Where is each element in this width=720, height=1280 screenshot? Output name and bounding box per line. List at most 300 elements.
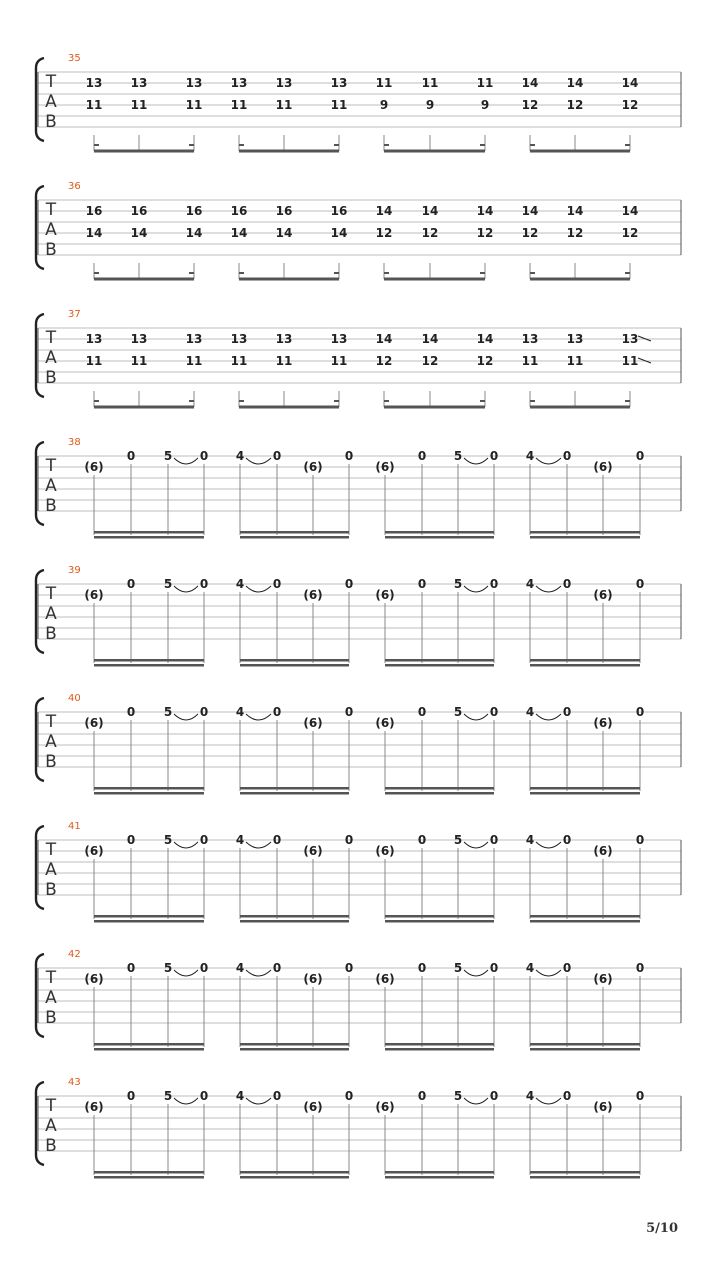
fret-number: 16 <box>130 204 148 218</box>
fret-number: 0 <box>344 833 354 847</box>
fret-number: (6) <box>593 972 613 986</box>
tab-clef-letter: B <box>45 496 57 516</box>
page-number: 5/10 <box>646 1221 678 1236</box>
dot-mark <box>530 272 535 274</box>
dot-mark <box>189 272 194 274</box>
fret-number: 14 <box>621 204 639 218</box>
dot-mark <box>530 400 535 402</box>
fret-number: 13 <box>566 332 584 346</box>
beam <box>530 536 640 539</box>
fret-number: 4 <box>525 961 535 975</box>
fret-number: 0 <box>635 961 645 975</box>
fret-number: 0 <box>562 833 572 847</box>
fret-number: 14 <box>275 226 293 240</box>
fret-number: 5 <box>453 833 463 847</box>
beam <box>385 659 494 662</box>
fret-number: 0 <box>635 833 645 847</box>
tab-system <box>36 437 681 539</box>
beam <box>239 150 339 153</box>
fret-number: 14 <box>476 204 494 218</box>
fret-number: 12 <box>476 354 494 368</box>
fret-number: 0 <box>562 961 572 975</box>
tab-clef-letter: T <box>45 840 57 860</box>
slur-arc <box>246 1098 271 1104</box>
fret-number: (6) <box>375 716 395 730</box>
beam <box>530 1176 640 1179</box>
fret-number: 11 <box>476 76 494 90</box>
fret-number: 12 <box>621 98 639 112</box>
slur-arc <box>174 586 198 592</box>
fret-number: 14 <box>230 226 248 240</box>
fret-number: 16 <box>185 204 203 218</box>
beam <box>94 1048 204 1051</box>
system-bracket <box>36 1082 44 1165</box>
fret-number: 12 <box>421 354 439 368</box>
dot-mark <box>94 400 99 402</box>
fret-number: (6) <box>303 588 323 602</box>
fret-number: (6) <box>84 716 104 730</box>
beam <box>94 920 204 923</box>
bar-number: 40 <box>68 693 81 704</box>
fret-number: 14 <box>621 76 639 90</box>
fret-number: 0 <box>417 833 427 847</box>
fret-number: (6) <box>303 844 323 858</box>
dot-mark <box>384 272 389 274</box>
bar-number: 38 <box>68 437 81 448</box>
tab-clef-letter: A <box>45 348 57 368</box>
slur-arc <box>464 970 488 976</box>
fret-number: (6) <box>375 844 395 858</box>
fret-number: 12 <box>521 98 539 112</box>
fret-number: (6) <box>84 972 104 986</box>
fret-number: 0 <box>126 449 136 463</box>
fret-number: 5 <box>453 577 463 591</box>
beam <box>94 787 204 790</box>
fret-number: 0 <box>417 577 427 591</box>
beam <box>240 1171 349 1174</box>
bar-number: 37 <box>68 309 81 320</box>
dot-mark <box>334 144 339 146</box>
slur-arc <box>464 842 488 848</box>
tab-clef-letter: B <box>45 624 57 644</box>
fret-number: 14 <box>421 332 439 346</box>
fret-number: 0 <box>417 449 427 463</box>
beam <box>240 787 349 790</box>
fret-number: 16 <box>85 204 103 218</box>
fret-number: 0 <box>199 705 209 719</box>
dot-mark <box>94 144 99 146</box>
fret-number: (6) <box>303 972 323 986</box>
beam <box>385 787 494 790</box>
fret-number: 4 <box>235 1089 245 1103</box>
bar-number: 42 <box>68 949 81 960</box>
tab-clef-letter: B <box>45 1136 57 1156</box>
fret-number: 0 <box>417 961 427 975</box>
tab-clef-letter: T <box>45 456 57 476</box>
slur-arc <box>246 458 271 464</box>
slur-arc <box>536 714 561 720</box>
fret-number: 13 <box>621 332 639 346</box>
beam <box>385 1171 494 1174</box>
fret-number: 0 <box>272 961 282 975</box>
fret-number: 11 <box>230 354 248 368</box>
slur-arc <box>246 714 271 720</box>
tab-system <box>36 565 681 667</box>
fret-number: 13 <box>185 332 203 346</box>
slur-arc <box>174 458 198 464</box>
fret-number: 5 <box>453 1089 463 1103</box>
fret-number: 0 <box>199 449 209 463</box>
fret-number: 0 <box>126 1089 136 1103</box>
fret-number: 0 <box>344 961 354 975</box>
fret-number: (6) <box>303 460 323 474</box>
fret-number: 0 <box>126 961 136 975</box>
fret-number: 0 <box>344 577 354 591</box>
fret-number: (6) <box>593 588 613 602</box>
fret-number: 11 <box>421 76 439 90</box>
slur-arc <box>536 842 561 848</box>
fret-number: 5 <box>163 705 173 719</box>
fret-number: 0 <box>562 577 572 591</box>
system-bracket <box>36 442 44 525</box>
beam <box>530 531 640 534</box>
beam <box>384 278 485 281</box>
fret-number: 0 <box>489 1089 499 1103</box>
dot-mark <box>480 400 485 402</box>
fret-number: 12 <box>375 354 393 368</box>
fret-number: 11 <box>85 98 103 112</box>
tab-clef-letter: T <box>45 1096 57 1116</box>
fret-number: 0 <box>635 449 645 463</box>
beam <box>385 1048 494 1051</box>
slur-arc <box>536 1098 561 1104</box>
fret-number: 14 <box>566 76 584 90</box>
fret-number: 16 <box>230 204 248 218</box>
tab-clef-letter: T <box>45 968 57 988</box>
fret-number: 5 <box>163 961 173 975</box>
beam <box>240 792 349 795</box>
slur-arc <box>174 842 198 848</box>
beam <box>240 1043 349 1046</box>
fret-number: 13 <box>85 332 103 346</box>
fret-number: 0 <box>126 833 136 847</box>
fret-number: 11 <box>85 354 103 368</box>
dot-mark <box>480 144 485 146</box>
fret-number: 0 <box>126 577 136 591</box>
beam <box>94 406 194 409</box>
tab-clef-letter: T <box>45 72 57 92</box>
tab-clef-letter: B <box>45 240 57 260</box>
fret-number: 12 <box>375 226 393 240</box>
beam <box>385 915 494 918</box>
fret-number: 5 <box>163 449 173 463</box>
beam <box>385 664 494 667</box>
tab-system <box>36 181 681 281</box>
beam <box>239 278 339 281</box>
beam <box>94 536 204 539</box>
fret-number: 9 <box>379 98 389 112</box>
fret-number: 11 <box>185 98 203 112</box>
fret-number: 14 <box>330 226 348 240</box>
fret-number: 4 <box>525 705 535 719</box>
fret-number: (6) <box>303 716 323 730</box>
fret-number: 5 <box>163 1089 173 1103</box>
fret-number: 13 <box>230 332 248 346</box>
fret-number: 13 <box>330 76 348 90</box>
beam <box>94 278 194 281</box>
fret-number: 14 <box>421 204 439 218</box>
slur-arc <box>464 458 488 464</box>
beam <box>94 150 194 153</box>
fret-number: 5 <box>453 961 463 975</box>
beam <box>530 150 630 153</box>
tab-system <box>36 693 681 795</box>
fret-number: 4 <box>525 577 535 591</box>
fret-number: (6) <box>593 1100 613 1114</box>
fret-number: 0 <box>344 449 354 463</box>
slur-arc <box>536 586 561 592</box>
dot-mark <box>239 400 244 402</box>
fret-number: 14 <box>185 226 203 240</box>
beam <box>239 406 339 409</box>
bar-number: 39 <box>68 565 81 576</box>
fret-number: 0 <box>489 833 499 847</box>
beam <box>240 531 349 534</box>
fret-number: 14 <box>521 204 539 218</box>
fret-number: 12 <box>566 226 584 240</box>
fret-number: (6) <box>593 716 613 730</box>
fret-number: 11 <box>275 354 293 368</box>
fret-number: 14 <box>566 204 584 218</box>
fret-number: 0 <box>562 705 572 719</box>
fret-number: 11 <box>621 354 639 368</box>
beam <box>530 920 640 923</box>
beam <box>240 1176 349 1179</box>
fret-number: 0 <box>635 1089 645 1103</box>
slur-arc <box>536 970 561 976</box>
fret-number: 9 <box>480 98 490 112</box>
fret-number: 11 <box>130 98 148 112</box>
fret-number: 12 <box>621 226 639 240</box>
bar-number: 43 <box>68 1077 81 1088</box>
beam <box>530 792 640 795</box>
dot-mark <box>189 144 194 146</box>
fret-number: 13 <box>130 332 148 346</box>
tab-clef-letter: A <box>45 220 57 240</box>
beam <box>240 1048 349 1051</box>
fret-number: 13 <box>230 76 248 90</box>
tab-clef-letter: B <box>45 112 57 132</box>
dot-mark <box>94 272 99 274</box>
fret-number: 11 <box>330 98 348 112</box>
fret-number: 14 <box>521 76 539 90</box>
fret-number: 4 <box>525 449 535 463</box>
beam <box>94 915 204 918</box>
beam <box>530 664 640 667</box>
dot-mark <box>384 400 389 402</box>
fret-number: 0 <box>489 577 499 591</box>
bar-number: 35 <box>68 53 81 64</box>
tab-system <box>36 821 681 923</box>
tab-clef-letter: T <box>45 328 57 348</box>
fret-number: 13 <box>521 332 539 346</box>
tab-clef-letter: A <box>45 1116 57 1136</box>
fret-number: 5 <box>453 705 463 719</box>
tab-system <box>36 1077 681 1179</box>
beam <box>530 278 630 281</box>
fret-number: (6) <box>84 1100 104 1114</box>
fret-number: 4 <box>235 705 245 719</box>
fret-number: 4 <box>235 577 245 591</box>
dot-mark <box>239 272 244 274</box>
beam <box>94 1043 204 1046</box>
fret-number: 0 <box>562 449 572 463</box>
tab-clef-letter: A <box>45 604 57 624</box>
beam <box>240 920 349 923</box>
fret-number: 12 <box>521 226 539 240</box>
slur-arc <box>174 970 198 976</box>
tab-clef-letter: T <box>45 200 57 220</box>
beam <box>385 1176 494 1179</box>
fret-number: 13 <box>275 332 293 346</box>
fret-number: 0 <box>635 577 645 591</box>
beam <box>94 1171 204 1174</box>
system-bracket <box>36 826 44 909</box>
fret-number: 14 <box>375 204 393 218</box>
fret-number: 16 <box>330 204 348 218</box>
fret-number: 11 <box>375 76 393 90</box>
fret-number: 13 <box>330 332 348 346</box>
tab-system <box>36 53 681 153</box>
slur-arc <box>464 714 488 720</box>
fret-number: 11 <box>521 354 539 368</box>
system-bracket <box>36 954 44 1037</box>
slur-arc <box>174 1098 198 1104</box>
fret-number: 16 <box>275 204 293 218</box>
fret-number: 0 <box>344 705 354 719</box>
tab-clef-letter: B <box>45 880 57 900</box>
fret-number: 4 <box>525 1089 535 1103</box>
beam <box>240 915 349 918</box>
fret-number: 0 <box>635 705 645 719</box>
beam <box>530 406 630 409</box>
fret-number: 13 <box>130 76 148 90</box>
fret-number: 12 <box>476 226 494 240</box>
beam <box>385 536 494 539</box>
dot-mark <box>334 400 339 402</box>
fret-number: 0 <box>272 705 282 719</box>
fret-number: 14 <box>375 332 393 346</box>
bar-number: 36 <box>68 181 81 192</box>
fret-number: 0 <box>417 705 427 719</box>
fret-number: 11 <box>130 354 148 368</box>
beam <box>385 920 494 923</box>
fret-number: (6) <box>375 1100 395 1114</box>
fret-number: 5 <box>163 833 173 847</box>
fret-number: 0 <box>272 449 282 463</box>
fret-number: 9 <box>425 98 435 112</box>
beam <box>94 664 204 667</box>
slur-arc <box>464 1098 488 1104</box>
fret-number: 11 <box>230 98 248 112</box>
fret-number: 11 <box>185 354 203 368</box>
fret-number: 4 <box>525 833 535 847</box>
tab-system <box>36 309 681 409</box>
fret-number: 14 <box>85 226 103 240</box>
fret-number: (6) <box>593 460 613 474</box>
tab-clef-letter: B <box>45 368 57 388</box>
beam <box>385 531 494 534</box>
fret-number: 5 <box>453 449 463 463</box>
fret-number: 13 <box>185 76 203 90</box>
fret-number: 0 <box>489 961 499 975</box>
fret-number: 0 <box>199 961 209 975</box>
beam <box>94 659 204 662</box>
dot-mark <box>239 144 244 146</box>
dot-mark <box>530 144 535 146</box>
dot-mark <box>480 272 485 274</box>
beam <box>94 531 204 534</box>
beam <box>240 664 349 667</box>
slur-arc <box>464 586 488 592</box>
fret-number: 4 <box>235 961 245 975</box>
fret-number: (6) <box>84 588 104 602</box>
fret-number: (6) <box>375 588 395 602</box>
beam <box>530 1048 640 1051</box>
fret-number: 13 <box>275 76 293 90</box>
fret-number: 0 <box>272 833 282 847</box>
fret-number: 14 <box>476 332 494 346</box>
fret-number: 0 <box>272 577 282 591</box>
fret-number: 0 <box>126 705 136 719</box>
fret-number: 4 <box>235 833 245 847</box>
system-bracket <box>36 698 44 781</box>
tab-clef-letter: A <box>45 476 57 496</box>
fret-number: 0 <box>344 1089 354 1103</box>
tab-system <box>36 949 681 1051</box>
tab-clef-letter: T <box>45 584 57 604</box>
tab-clef-letter: A <box>45 988 57 1008</box>
slur-arc <box>536 458 561 464</box>
fret-number: (6) <box>375 972 395 986</box>
fret-number: (6) <box>84 844 104 858</box>
beam <box>240 536 349 539</box>
fret-number: 0 <box>199 577 209 591</box>
dot-mark <box>384 144 389 146</box>
fret-number: (6) <box>593 844 613 858</box>
fret-number: 14 <box>130 226 148 240</box>
beam <box>240 659 349 662</box>
beam <box>94 792 204 795</box>
system-bracket <box>36 314 44 397</box>
fret-number: 0 <box>272 1089 282 1103</box>
tab-clef-letter: B <box>45 752 57 772</box>
fret-number: (6) <box>375 460 395 474</box>
tab-clef-letter: A <box>45 732 57 752</box>
system-bracket <box>36 570 44 653</box>
beam <box>385 792 494 795</box>
fret-number: 11 <box>275 98 293 112</box>
beam <box>530 1043 640 1046</box>
beam <box>530 915 640 918</box>
fret-number: (6) <box>303 1100 323 1114</box>
slur-arc <box>246 842 271 848</box>
fret-number: 0 <box>199 833 209 847</box>
dot-mark <box>625 144 630 146</box>
fret-number: 11 <box>566 354 584 368</box>
dot-mark <box>625 400 630 402</box>
dot-mark <box>625 272 630 274</box>
